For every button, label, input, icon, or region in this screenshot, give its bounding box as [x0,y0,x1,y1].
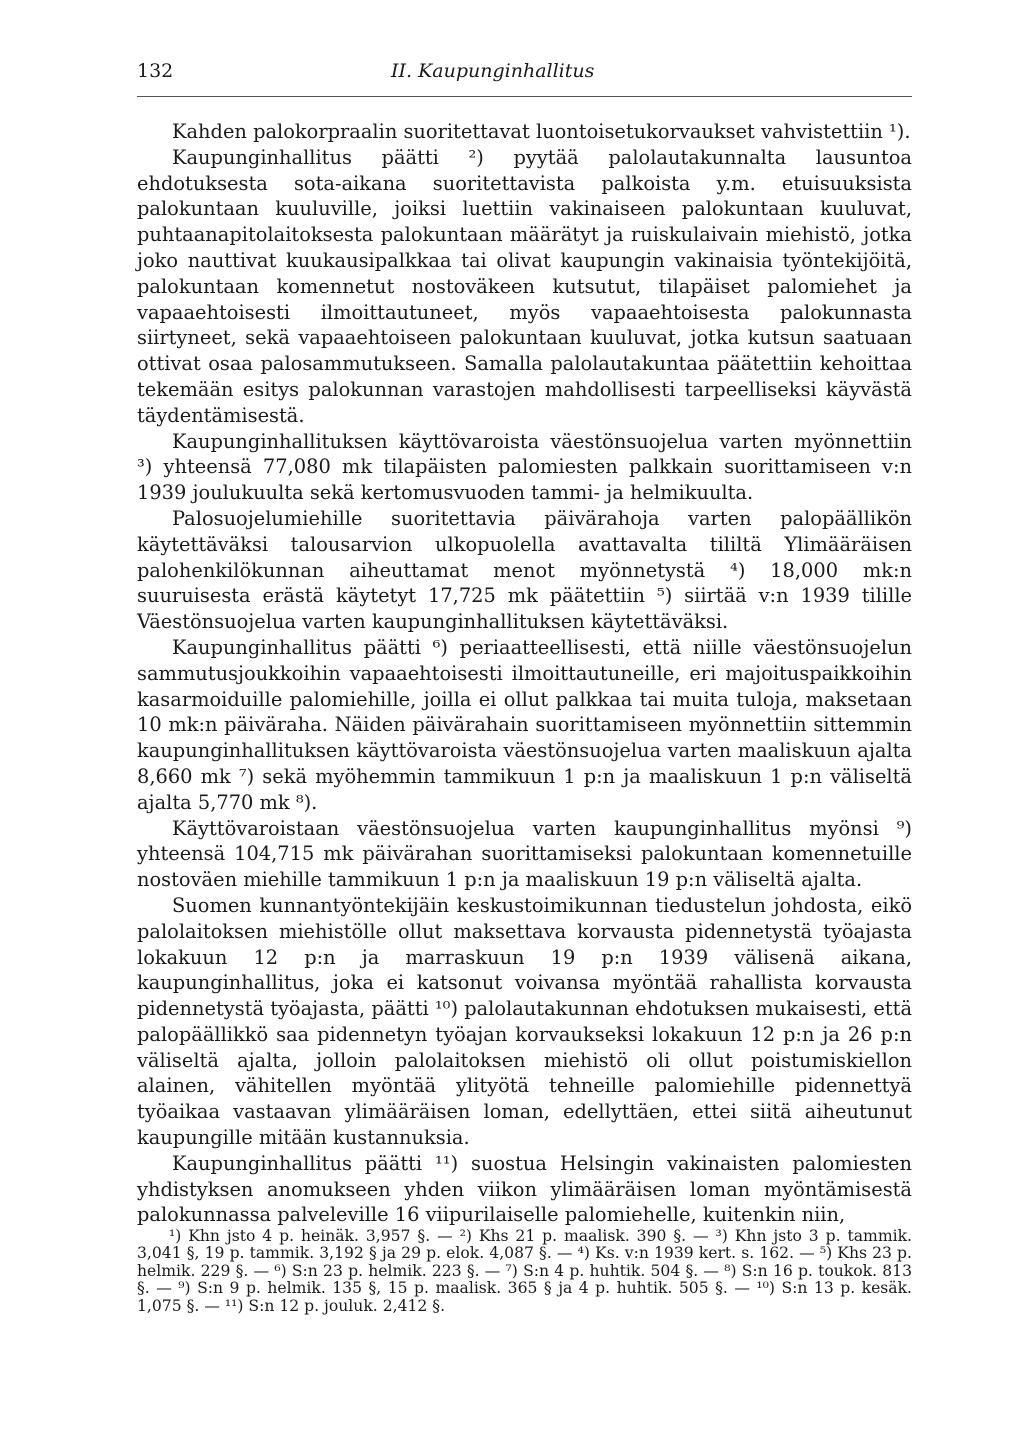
paragraph: Kaupunginhallitus päätti ¹¹) suostua Helsingin vakinaisten palomiesten yhdistyksen anomukseen yhden viikon ylimääräisen loman myöntämisestä palokunnassa palveleville 16 viipurilaiselle palomiehelle, kuitenkin niin, [137,1151,912,1227]
page [137,60,912,1228]
footnotes [137,1228,912,1315]
paragraph: Suomen kunnantyöntekijäin keskustoimikunnan tiedustelun johdosta, eikö palolaitoksen miehistölle ollut maksettava korvausta pidennetystä työajasta lokakuun 12 p:n ja marraskuun 19 p:n 1939 välisenä aikana, kaupunginhallitus, joka ei katsonut voivansa myöntää rahallista korvausta pidennetystä työajasta, päätti ¹⁰) palolautakunnan ehdotuksen mukaisesti, että palopäällikkö saa pidennetyn työajan korvaukseksi lokakuun 12 p:n ja 26 p:n väliseltä ajalta, jolloin palolaitoksen miehistö oli ollut poistumiskiellon alainen, vähitellen myöntää ylityötä tehneille palomiehille pidennettyä työaikaa vastaavan ylimääräisen loman, edellyttäen, ettei siitä aiheutunut kaupungille mitään kustannuksia. [137,893,912,1150]
page-number: 132 [137,60,174,82]
paragraph: Kaupunginhallituksen käyttövaroista väestönsuojelua varten myönnettiin ³) yhteensä 77,080 mk tilapäisten palomiesten palkkain suorittamiseen v:n 1939 joulukuulta sekä kertomusvuoden tammi- ja helmikuulta. [137,429,912,505]
paragraph: Kaupunginhallitus päätti ²) pyytää palolautakunnalta lausuntoa ehdotuksesta sota-aikana suoritettavista palkoista y.m. etuisuuksista palokuntaan kuuluville, joiksi luettiin vakinaiseen palokuntaan kuuluvat, puhtaanapitolaitoksesta palokuntaan määrätyt ja ruiskulaivain miehistö, jotka joko nauttivat kuukausipalkkaa tai olivat kaupungin vakinaisia työntekijöitä, palokuntaan komennetut nostoväkeen kutsutut, tilapäiset palomiehet ja vapaaehtoisesti ilmoittautuneet, myös vapaaehtoisesta palokunnasta siirtyneet, sekä vapaaehtoiseen palokuntaan kuuluvat, jotka kutsun saatuaan ottivat osaa palosammutukseen. Samalla palolautakuntaa päätettiin kehoittaa tekemään esitys palokunnan varastojen mahdollisesti tarpeelliseksi käyvästä täydentämisestä. [137,145,912,427]
paragraph: Palosuojelumiehille suoritettavia päivärahoja varten palopäällikön käytettäväksi talousarvion ulkopuolella avattavalta tililtä Ylimääräisen palohenkilökunnan aiheuttamat menot myönnetystä ⁴) 18,000 mk:n suuruisesta erästä käytetyt 17,725 mk päätettiin ⁵) siirtää v:n 1939 tilille Väestönsuojelua varten kaupunginhallituksen käytettäväksi. [137,506,912,634]
running-title: II. Kaupunginhallitus [391,60,595,82]
body-text [137,119,912,1228]
paragraph: Käyttövaroistaan väestönsuojelua varten kaupunginhallitus myönsi ⁹) yhteensä 104,715 mk päivärahan suorittamiseksi palokuntaan komennetuille nostoväen miehille tammikuun 1 p:n ja maaliskuun 19 p:n väliseltä ajalta. [137,816,912,892]
paragraph: Kahden palokorpraalin suoritettavat luontoisetukorvaukset vahvistettiin ¹). [172,120,911,143]
page-header [137,60,912,97]
paragraph: Kaupunginhallitus päätti ⁶) periaatteellisesti, että niille väestönsuojelun sammutusjoukkoihin vapaaehtoisesti ilmoittautuneille, eri majoituspaikkoihin kasarmoiduille palomiehille, joilla ei ollut palkkaa tai muita tuloja, maksetaan 10 mk:n päiväraha. Näiden päivärahain suorittamiseen myönnettiin sittemmin kaupunginhallituksen käyttövaroista väestönsuojelua varten maaliskuun ajalta 8,660 mk ⁷) sekä myöhemmin tammikuun 1 p:n ja maaliskuun 1 p:n väliseltä ajalta 5,770 mk ⁸). [137,635,912,814]
footnote-text: ¹) Khn jsto 4 p. heinäk. 3,957 §. — ²) Khs 21 p. maalisk. 390 §. — ³) Khn jsto 3 p. tammik. 3,041 §, 19 p. tammik. 3,192 § ja 29 p. elok. 4,087 §. — ⁴) Ks. v:n 1939 kert. s. 162. — ⁵) Khs 23 p. helmik. 229 §. — ⁶) S:n 23 p. helmik. 223 §. — ⁷) S:n 4 p. huhtik. 504 §. — ⁸) S:n 16 p. toukok. 813 §. — ⁹) S:n 9 p. helmik. 135 §, 15 p. maalisk. 365 § ja 4 p. huhtik. 505 §. — ¹⁰) S:n 13 p. kesäk. 1,075 §. — ¹¹) S:n 12 p. jouluk. 2,412 §. [137,1227,912,1315]
